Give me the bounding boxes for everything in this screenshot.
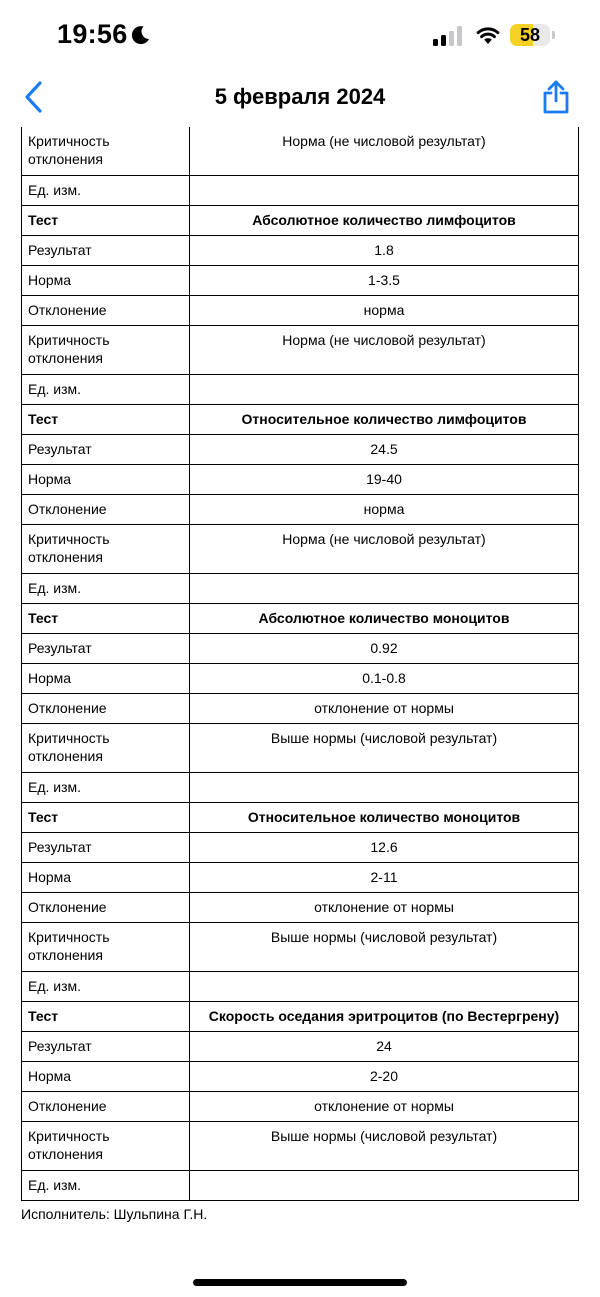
field-label-cell: Критичность отклонения [22, 923, 190, 972]
field-label-cell: Результат [22, 833, 190, 863]
table-row [22, 863, 579, 893]
executor-footer: Исполнитель: Шульпина Г.Н. [21, 1206, 208, 1222]
field-label-cell: Отклонение [22, 495, 190, 525]
field-value-cell: 1-3.5 [190, 266, 579, 296]
field-value-cell [190, 176, 579, 206]
table-row [22, 495, 579, 525]
field-label-cell: Норма [22, 1062, 190, 1092]
field-value-cell: норма [190, 495, 579, 525]
test-header-row [22, 206, 579, 236]
status-time: 19:56 [57, 19, 128, 49]
results-table-container [21, 127, 579, 1201]
test-label-cell: Тест [22, 405, 190, 435]
test-name-cell: Абсолютное количество моноцитов [190, 604, 579, 634]
results-table [21, 127, 579, 1201]
field-value-cell [190, 375, 579, 405]
field-value-cell: 24.5 [190, 435, 579, 465]
test-name-cell: Относительное количество моноцитов [190, 803, 579, 833]
field-label-cell: Критичность отклонения [22, 326, 190, 375]
field-value-cell: Норма (не числовой результат) [190, 525, 579, 574]
share-icon[interactable] [540, 79, 572, 115]
field-value-cell [190, 972, 579, 1002]
field-label-cell: Отклонение [22, 296, 190, 326]
table-row [22, 664, 579, 694]
test-label-cell: Тест [22, 604, 190, 634]
table-row [22, 694, 579, 724]
field-label-cell: Ед. изм. [22, 972, 190, 1002]
test-label-cell: Тест [22, 803, 190, 833]
test-header-row [22, 405, 579, 435]
field-label-cell: Ед. изм. [22, 176, 190, 206]
field-value-cell: 12.6 [190, 833, 579, 863]
field-value-cell [190, 574, 579, 604]
field-value-cell: 1.8 [190, 236, 579, 266]
field-value-cell: 0.1-0.8 [190, 664, 579, 694]
home-indicator[interactable] [193, 1279, 407, 1286]
field-value-cell: норма [190, 296, 579, 326]
field-label-cell: Норма [22, 863, 190, 893]
battery-icon [510, 24, 556, 48]
field-value-cell: 19-40 [190, 465, 579, 495]
test-header-row [22, 604, 579, 634]
field-value-cell: 2-20 [190, 1062, 579, 1092]
table-row [22, 375, 579, 405]
field-label-cell: Отклонение [22, 1092, 190, 1122]
field-label-cell: Критичность отклонения [22, 525, 190, 574]
table-row [22, 574, 579, 604]
table-row [22, 923, 579, 972]
field-label-cell: Критичность отклонения [22, 127, 190, 176]
table-row [22, 525, 579, 574]
field-label-cell: Критичность отклонения [22, 1122, 190, 1171]
field-value-cell [190, 1171, 579, 1201]
table-row [22, 972, 579, 1002]
table-row [22, 1122, 579, 1171]
field-value-cell: Норма (не числовой результат) [190, 127, 579, 176]
battery-cap [552, 31, 555, 39]
table-row [22, 435, 579, 465]
table-row [22, 833, 579, 863]
table-row [22, 296, 579, 326]
table-row [22, 127, 579, 176]
table-row [22, 773, 579, 803]
table-row [22, 1092, 579, 1122]
status-bar [0, 0, 600, 70]
field-label-cell: Ед. изм. [22, 574, 190, 604]
field-value-cell: отклонение от нормы [190, 1092, 579, 1122]
field-value-cell [190, 773, 579, 803]
table-row [22, 724, 579, 773]
table-row [22, 266, 579, 296]
field-label-cell: Результат [22, 435, 190, 465]
field-value-cell: Норма (не числовой результат) [190, 326, 579, 375]
table-row [22, 176, 579, 206]
field-value-cell: 2-11 [190, 863, 579, 893]
test-header-row [22, 1002, 579, 1032]
table-row [22, 236, 579, 266]
field-label-cell: Ед. изм. [22, 773, 190, 803]
table-row [22, 465, 579, 495]
field-label-cell: Ед. изм. [22, 1171, 190, 1201]
field-value-cell: отклонение от нормы [190, 893, 579, 923]
results-table-body [22, 127, 579, 1201]
table-row [22, 1032, 579, 1062]
field-label-cell: Норма [22, 266, 190, 296]
field-value-cell: 24 [190, 1032, 579, 1062]
navigation-bar [0, 70, 600, 126]
wifi-icon [475, 25, 501, 45]
cellular-signal-icon [433, 26, 463, 46]
battery-body [510, 24, 550, 46]
table-row [22, 893, 579, 923]
test-label-cell: Тест [22, 206, 190, 236]
field-label-cell: Результат [22, 634, 190, 664]
field-label-cell: Отклонение [22, 893, 190, 923]
field-value-cell: отклонение от нормы [190, 694, 579, 724]
field-label-cell: Отклонение [22, 694, 190, 724]
field-label-cell: Норма [22, 664, 190, 694]
test-label-cell: Тест [22, 1002, 190, 1032]
field-label-cell: Ед. изм. [22, 375, 190, 405]
field-value-cell: 0.92 [190, 634, 579, 664]
table-row [22, 634, 579, 664]
field-value-cell: Выше нормы (числовой результат) [190, 923, 579, 972]
field-value-cell: Выше нормы (числовой результат) [190, 1122, 579, 1171]
table-row [22, 1171, 579, 1201]
field-label-cell: Результат [22, 236, 190, 266]
test-name-cell: Абсолютное количество лимфоцитов [190, 206, 579, 236]
moon-icon [129, 24, 151, 46]
table-row [22, 1062, 579, 1092]
page-title: 5 февраля 2024 [214, 84, 386, 109]
test-name-cell: Относительное количество лимфоцитов [190, 405, 579, 435]
test-name-cell: Скорость оседания эритроцитов (по Вестергрену) [190, 1002, 579, 1032]
table-row [22, 326, 579, 375]
field-value-cell: Выше нормы (числовой результат) [190, 724, 579, 773]
field-label-cell: Критичность отклонения [22, 724, 190, 773]
field-label-cell: Норма [22, 465, 190, 495]
battery-level: 58 [519, 25, 541, 45]
field-label-cell: Результат [22, 1032, 190, 1062]
test-header-row [22, 803, 579, 833]
